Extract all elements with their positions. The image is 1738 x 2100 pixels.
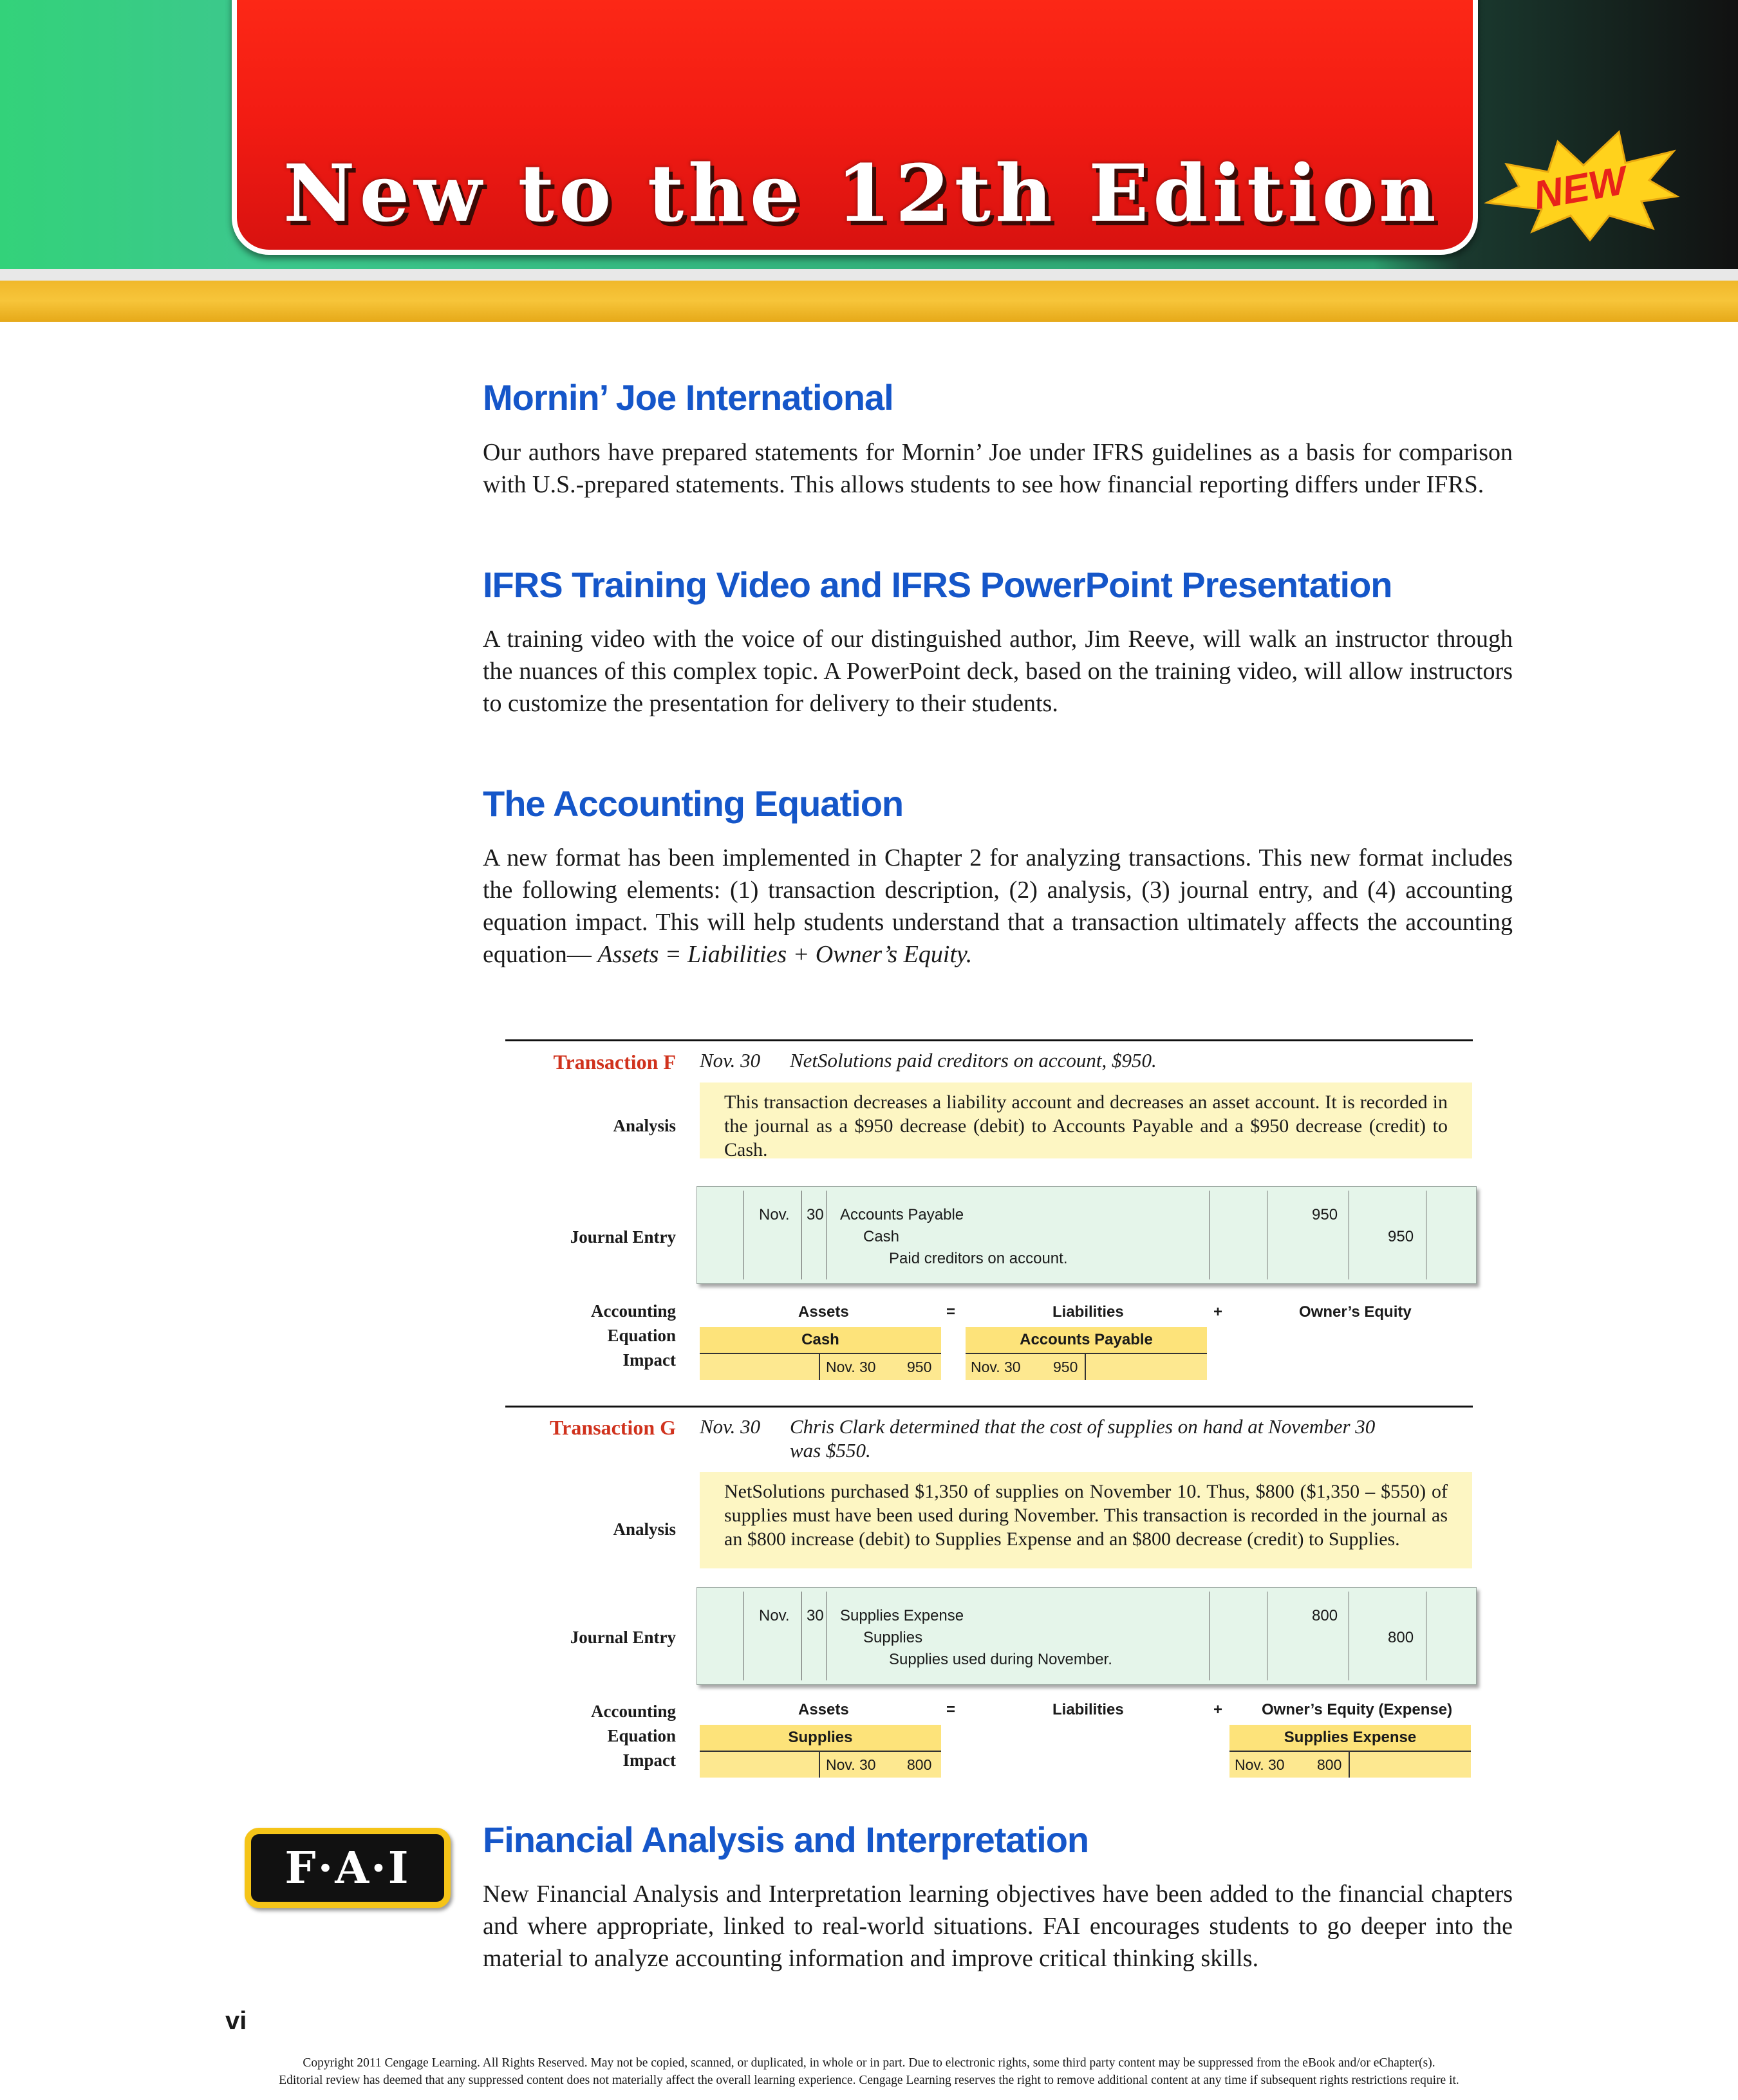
header-yellow-stripe xyxy=(0,269,1738,322)
journal-f-explanation: Paid creditors on account. xyxy=(889,1250,1068,1267)
transaction-g-text-line1: Chris Clark determined that the cost of supplies on hand at November 30 xyxy=(790,1415,1376,1438)
copyright-notice xyxy=(193,2054,1545,2089)
journal-f-debit-amount: 950 xyxy=(1312,1206,1338,1223)
journal-g-debit-account: Supplies Expense xyxy=(840,1607,964,1624)
t-account-f-left-title: Cash xyxy=(700,1327,941,1354)
paragraph-accounting-equation xyxy=(483,842,1513,971)
t-account-g-left xyxy=(700,1752,941,1778)
journal-g-day: 30 xyxy=(807,1607,824,1624)
label-accounting: Accounting xyxy=(590,1301,676,1321)
label-equation: Equation xyxy=(607,1326,676,1345)
t-account-f-right xyxy=(966,1354,1207,1380)
t-account-f-left-date: Nov. 30 xyxy=(826,1359,876,1375)
new-badge-text: NEW xyxy=(1530,158,1630,219)
page-number: vi xyxy=(225,2007,247,2035)
transaction-f-label: Transaction F xyxy=(553,1050,676,1073)
t-account-g-right-amount: 800 xyxy=(1317,1756,1342,1773)
eq-g-plus: + xyxy=(1213,1701,1223,1718)
transaction-g-label: Transaction G xyxy=(550,1416,676,1439)
journal-g-debit-amount: 800 xyxy=(1312,1607,1338,1624)
transaction-f-analysis-box: This transaction decreases a liability account and decreases an asset account. It is recorded in the journal as a $950 decrease (debit) to Accounts Payable and a $950 decrease (credit) to Cash. xyxy=(700,1083,1472,1158)
paragraph-mornin-joe xyxy=(483,436,1513,501)
transaction-f-journal-entry xyxy=(696,1186,1477,1284)
journal-g-month: Nov. xyxy=(759,1607,790,1624)
t-account-f-left-amount: 950 xyxy=(907,1359,932,1375)
paragraph-ifrs-video xyxy=(483,623,1513,720)
eq-g-liabilities-heading: Liabilities xyxy=(1052,1701,1124,1718)
new-starburst-icon xyxy=(1481,125,1680,241)
t-account-f-right-amount: 950 xyxy=(1053,1359,1078,1375)
heading-mornin-joe: Mornin’ Joe International xyxy=(483,377,893,418)
eq-f-equity-heading: Owner’s Equity xyxy=(1299,1303,1412,1321)
transaction-g-analysis-label: Analysis xyxy=(613,1519,676,1539)
t-account-g-left-date: Nov. 30 xyxy=(826,1756,876,1773)
paragraph-fai-text: New Financial Analysis and Interpretation learning objectives have been added to the financial chapters and where appropriate, linked to real-world situations. FAI encourages students to go deeper into the material to analyze accounting information and improve critical thinking skills. xyxy=(483,1881,1513,1972)
journal-f-credit-amount: 950 xyxy=(1388,1228,1414,1245)
eq-f-liabilities-heading: Liabilities xyxy=(1052,1303,1124,1321)
t-account-g-right xyxy=(1229,1752,1471,1778)
transaction-f-journal-label: Journal Entry xyxy=(570,1227,676,1247)
t-account-g-left-title: Supplies xyxy=(700,1725,941,1752)
journal-g-credit-account: Supplies xyxy=(863,1629,923,1646)
label-impact: Impact xyxy=(622,1350,676,1370)
heading-ifrs-video: IFRS Training Video and IFRS PowerPoint Presentation xyxy=(483,564,1392,605)
paragraph-accounting-equation-text: A new format has been implemented in Chapter 2 for analyzing transactions. This new format includes the following elements: (1) transaction description, (2) analysis, (3) journal entry, and (4) accounting equation impact. This will help students understand that a transaction ultimately affects the accounting equation— xyxy=(483,844,1513,968)
heading-fai: Financial Analysis and Interpretation xyxy=(483,1819,1089,1860)
label-equation: Equation xyxy=(607,1726,676,1745)
fai-logo-text: F·A·I xyxy=(285,1842,411,1894)
t-account-f-right-date: Nov. 30 xyxy=(971,1359,1021,1375)
t-account-g-right-title: Supplies Expense xyxy=(1229,1725,1471,1752)
eq-f-plus: + xyxy=(1213,1303,1223,1321)
eq-f-equals: = xyxy=(946,1303,956,1321)
journal-f-debit-account: Accounts Payable xyxy=(840,1206,964,1223)
paragraph-fai xyxy=(483,1878,1513,1975)
journal-f-day: 30 xyxy=(807,1206,824,1223)
page-title: New to the 12th Edition xyxy=(283,147,1441,239)
paragraph-ifrs-video-text: A training video with the voice of our distinguished author, Jim Reeve, will walk an instructor through the nuances of this complex topic. A PowerPoint deck, based on the training video, will allow instructors to customize the presentation for delivery to their students. xyxy=(483,626,1513,717)
label-impact: Impact xyxy=(622,1751,676,1770)
journal-f-credit-account: Cash xyxy=(863,1228,900,1245)
journal-f-month: Nov. xyxy=(759,1206,790,1223)
paragraph-mornin-joe-text: Our authors have prepared statements for Mornin’ Joe under IFRS guidelines as a basis for comparison with U.S.-prepared statements. This allows students to see how financial reporting differs under IFRS. xyxy=(483,439,1513,498)
t-account-f-right-title: Accounts Payable xyxy=(966,1327,1207,1354)
transaction-g-description xyxy=(700,1415,1375,1462)
copyright-line-1: Copyright 2011 Cengage Learning. All Rights Reserved. May not be copied, scanned, or duplicated, in whole or in part. Due to electronic rights, some third party content may be suppressed from the eBook and/or eChapter(s). xyxy=(303,2056,1435,2070)
journal-g-credit-amount: 800 xyxy=(1388,1629,1414,1646)
transaction-g-equation-label xyxy=(515,1699,676,1772)
transaction-g-text-line2: was $550. xyxy=(790,1439,871,1462)
transaction-f-rule xyxy=(505,1039,1473,1041)
label-accounting: Accounting xyxy=(590,1702,676,1721)
heading-accounting-equation: The Accounting Equation xyxy=(483,783,904,824)
t-account-g-right-date: Nov. 30 xyxy=(1235,1756,1285,1773)
equation-formula: Assets = Liabilities + Owner’s Equity. xyxy=(597,941,973,968)
journal-g-explanation: Supplies used during November. xyxy=(889,1651,1112,1668)
transaction-g-journal-label: Journal Entry xyxy=(570,1628,676,1647)
t-account-f-left xyxy=(700,1354,941,1380)
transaction-g-journal-entry xyxy=(696,1587,1477,1685)
transaction-f-description xyxy=(700,1049,1157,1072)
t-account-g-left-amount: 800 xyxy=(907,1756,932,1773)
transaction-g-rule xyxy=(505,1406,1473,1408)
transaction-g-date: Nov. 30 xyxy=(700,1415,761,1438)
copyright-line-2: Editorial review has deemed that any suppressed content does not materially affect the overall learning experience. Cengage Learning reserves the right to remove additional content at any time if subsequent rights restrictions require it. xyxy=(279,2074,1459,2087)
fai-logo xyxy=(245,1828,451,1908)
transaction-f-text: NetSolutions paid creditors on account, $950. xyxy=(790,1049,1157,1072)
eq-f-assets-heading: Assets xyxy=(798,1303,849,1321)
transaction-f-analysis-label: Analysis xyxy=(613,1116,676,1135)
transaction-g-analysis-box: NetSolutions purchased $1,350 of supplies on November 10. Thus, $800 ($1,350 – $550) of supplies must have been used during November. This transaction is recorded in the journal as an $800 increase (debit) to Supplies Expense and an $800 decrease (credit) to Supplies. xyxy=(700,1472,1472,1568)
eq-g-equals: = xyxy=(946,1701,956,1718)
eq-g-equity-heading: Owner’s Equity (Expense) xyxy=(1262,1701,1453,1718)
transaction-f-date: Nov. 30 xyxy=(700,1049,761,1072)
transaction-f-equation-label xyxy=(515,1299,676,1372)
eq-g-assets-heading: Assets xyxy=(798,1701,849,1718)
